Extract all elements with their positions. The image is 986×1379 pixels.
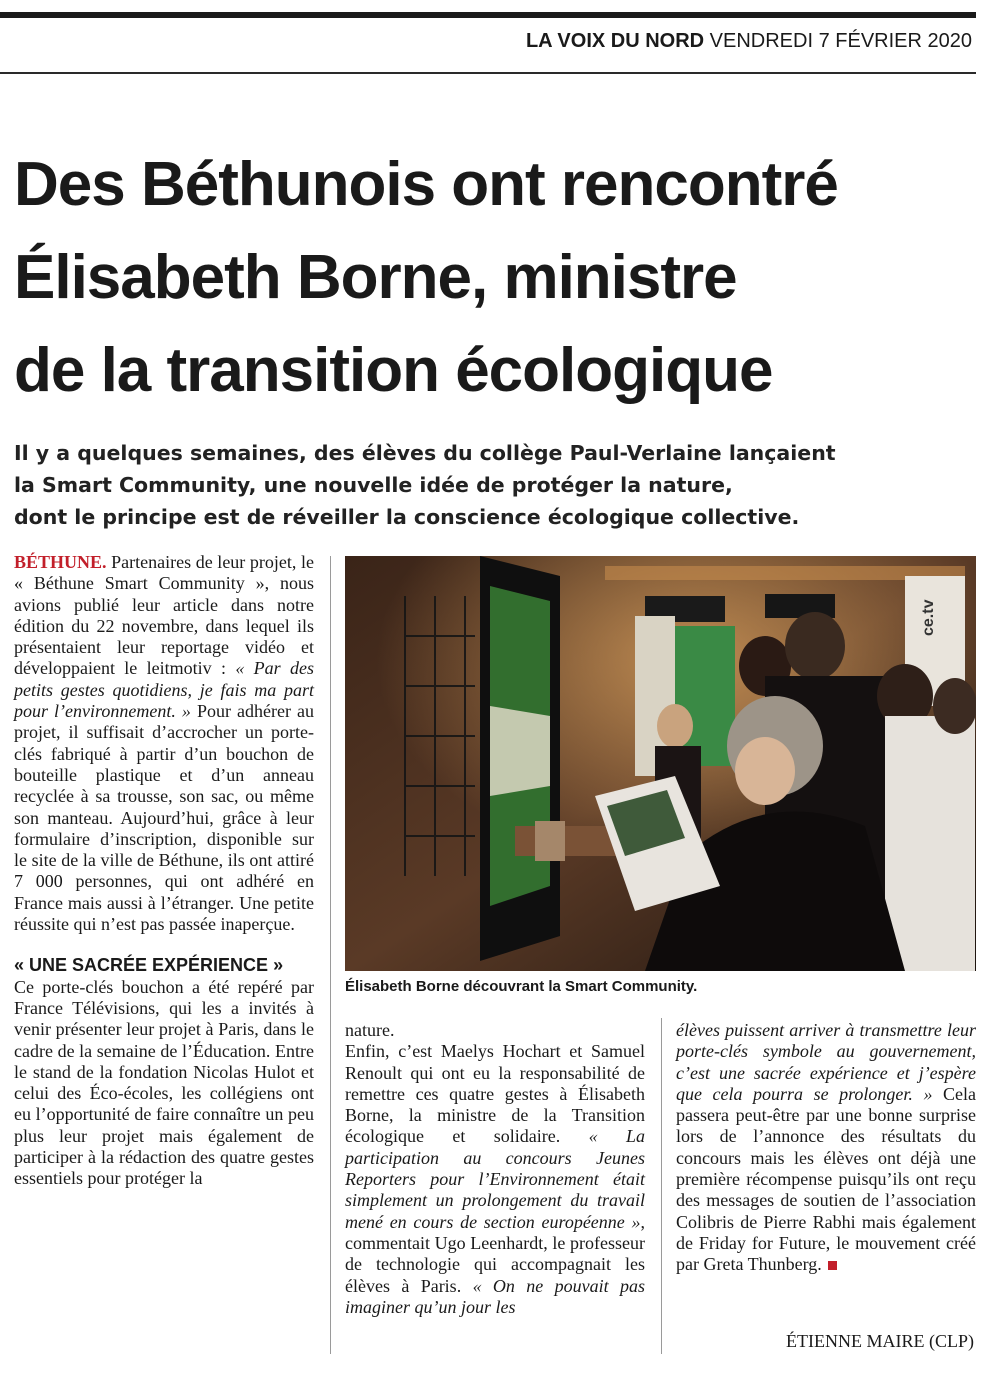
paragraph: Ce porte-clés bouchon a été repéré par France Télévisions, qui les a invités à venir présenter leur projet à Paris, dans le cadre de la semaine de l’Éducation. Entre le stand de la fondation Nicolas Hulot et celui des Éco-écoles, les collégiens ont eu l’opportunité de faire connaître un peu plus leur projet mais également de participer à la rédaction des quatre gestes essentiels pour protéger la: [14, 976, 314, 1189]
paragraph: [14, 552, 314, 935]
paragraph: [345, 1041, 645, 1318]
paragraph: [676, 1020, 976, 1276]
paragraph-text: Cela passera peut-être par une bonne surprise lors de l’annonce des résultats du concours mais les élèves ont déjà une première récompense puisqu’ils ont reçu des messages de soutien de l’association Colibris de Pierre Rabhi mais également de Friday for Future, le mouvement créé par Greta Thunberg.: [676, 1083, 976, 1275]
author-signature: ÉTIENNE MAIRE (CLP): [786, 1331, 974, 1351]
lede: [14, 437, 944, 533]
crosshead: « UNE SACRÉE EXPÉRIENCE »: [14, 955, 284, 976]
article-column-2: [345, 1020, 645, 1318]
headline-line: Élisabeth Borne, ministre: [14, 243, 737, 312]
quote: « La participation au concours Jeunes Reporters pour l’Environnement était simplement un prolongement du travail mené en cours de section européenne »: [345, 1126, 645, 1232]
end-mark-icon: [828, 1261, 837, 1270]
photo-illustration: [345, 556, 976, 971]
screen-text: ce.tv: [920, 599, 937, 636]
article-column-3: [676, 1020, 976, 1276]
paragraph-end: nature.: [345, 1020, 395, 1040]
paragraph-text: Pour adhérer au projet, il suffisait d’accrocher un porte-clés fabriqué à partir d’un bouchon de bouteille plastique et d’un anneau recyclée à sa trousse, son sac, ou même son manteau. Aujourd’hui, grâce à leur formulaire d’inscription, disponible sur le site de la ville de Béthune, ils ont attiré 7 000 personnes, qui ont adhéré en France mais aussi à l’étranger. Une petite réussite qui n’est pas passée inaperçue.: [14, 701, 315, 935]
quote: « On ne pouvait pas imaginer qu’un jour les: [345, 1275, 646, 1317]
publication-date: VENDREDI 7 FÉVRIER 2020: [709, 30, 972, 52]
quote: élèves puissent arriver à transmettre leur porte-clés symbole au gouvernement, c’est une sacrée expérience et j’espère que cela pourra se prolonger. »: [676, 1020, 976, 1104]
column-divider: [330, 556, 331, 1354]
headline-line: Des Béthunois ont rencontré: [14, 150, 838, 219]
paragraph-text: Enfin, c’est Maelys Hochart et Samuel Renoult qui ont eu la responsabilité de remettre ces quatre gestes à Élisabeth Borne, la ministre de la Transition écologique et solidaire.: [345, 1041, 645, 1147]
headline-line: de la transition écologique: [14, 336, 773, 405]
lede-line: la Smart Community, une nouvelle idée de protéger la nature,: [14, 473, 733, 497]
article-column-1: [14, 552, 314, 1190]
masthead-rule: [0, 72, 976, 74]
column-divider: [661, 1018, 662, 1354]
lede-line: Il y a quelques semaines, des élèves du collège Paul-Verlaine lançaient: [14, 441, 836, 465]
masthead: [526, 30, 972, 53]
top-rule: [0, 12, 976, 18]
paragraph-text: , commentait Ugo Leenhardt, le professeur de technologie qui accompagnait les élèves à Paris.: [345, 1211, 645, 1296]
dateline: BÉTHUNE.: [14, 552, 107, 572]
headline: [14, 138, 974, 417]
article-photo: [345, 556, 976, 971]
paragraph-text: Partenaires de leur projet, le « Béthune Smart Community », nous avions publié leur article dans notre édition du 22 novembre, dans lequel ils présentaient leur reportage vidéo et développaient le leitmotiv :: [14, 552, 314, 679]
lede-line: dont le principe est de réveiller la conscience écologique collective.: [14, 505, 800, 529]
photo-caption: Élisabeth Borne découvrant la Smart Community.: [345, 978, 698, 995]
quote: « Par des petits gestes quotidiens, je fais ma part pour l’environnement. »: [14, 658, 314, 722]
publication-name: LA VOIX DU NORD: [525, 30, 705, 52]
